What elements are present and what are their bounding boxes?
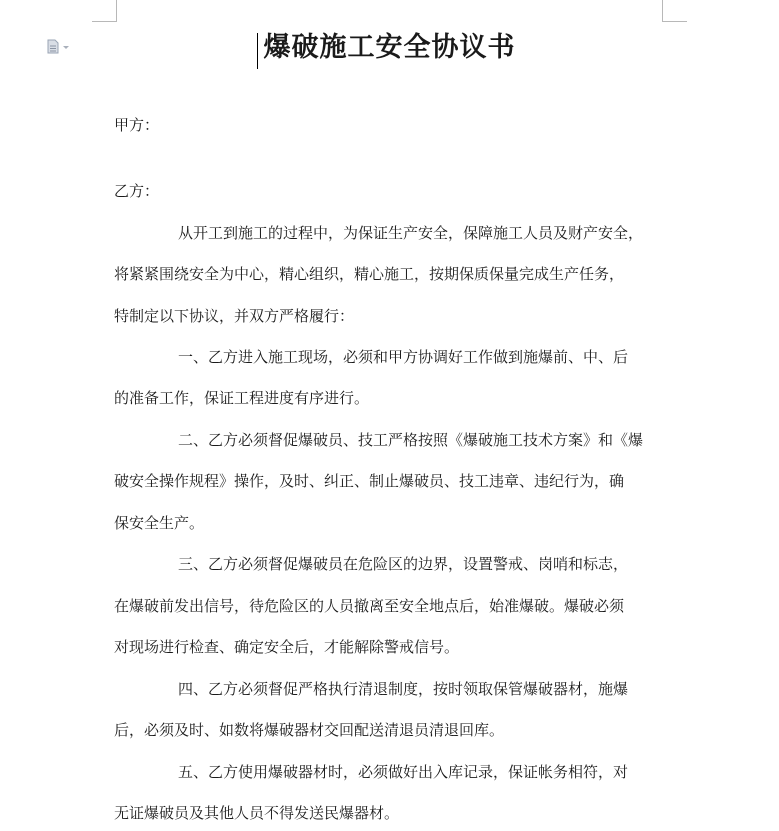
- paragraph-line[interactable]: 将紧紧围绕安全为中心，精心组织，精心施工，按期保质保量完成生产任务，: [114, 265, 625, 283]
- paragraph-line[interactable]: 的准备工作，保证工程进度有序进行。: [114, 389, 370, 407]
- paragraph-line[interactable]: 四、乙方必须督促严格执行清退制度，按时领取保管爆破器材，施爆: [178, 680, 629, 698]
- paragraph-line[interactable]: 保安全生产。: [114, 514, 205, 532]
- paragraph-line[interactable]: 一、乙方进入施工现场，必须和甲方协调好工作做到施爆前、中、后: [178, 348, 629, 366]
- party-a-label[interactable]: 甲方：: [114, 116, 160, 134]
- crop-mark-top-left: [116, 0, 117, 22]
- paragraph-line[interactable]: 三、乙方必须督促爆破员在危险区的边界，设置警戒、岗哨和标志，: [178, 555, 629, 573]
- party-b-label[interactable]: 乙方：: [114, 182, 160, 200]
- paragraph-line[interactable]: 后，必须及时、如数将爆破器材交回配送清退员清退回库。: [114, 721, 505, 739]
- paragraph-line[interactable]: 无证爆破员及其他人员不得发送民爆器材。: [114, 804, 400, 822]
- text-cursor: [257, 33, 258, 69]
- paragraph-line[interactable]: 五、乙方使用爆破器材时，必须做好出入库记录，保证帐务相符，对: [178, 763, 629, 781]
- paragraph-line[interactable]: 破安全操作规程》操作，及时、纠正、制止爆破员、技工违章、违纪行为，确: [114, 472, 625, 490]
- paragraph-line[interactable]: 从开工到施工的过程中，为保证生产安全，保障施工人员及财产安全，: [178, 224, 644, 242]
- paragraph-line[interactable]: 对现场进行检查、确定安全后，才能解除警戒信号。: [114, 638, 460, 656]
- paragraph-line[interactable]: 在爆破前发出信号，待危险区的人员撤离至安全地点后，始准爆破。爆破必须: [114, 597, 625, 615]
- paragraph-line[interactable]: 二、乙方必须督促爆破员、技工严格按照《爆破施工技术方案》和《爆: [178, 431, 644, 449]
- crop-mark-top-right: [662, 0, 663, 22]
- crop-mark-top-right: [663, 21, 687, 22]
- crop-mark-top-left: [92, 21, 116, 22]
- document-title[interactable]: 爆破施工安全协议书: [263, 32, 516, 63]
- paragraph-line[interactable]: 特制定以下协议，并双方严格履行：: [114, 307, 355, 325]
